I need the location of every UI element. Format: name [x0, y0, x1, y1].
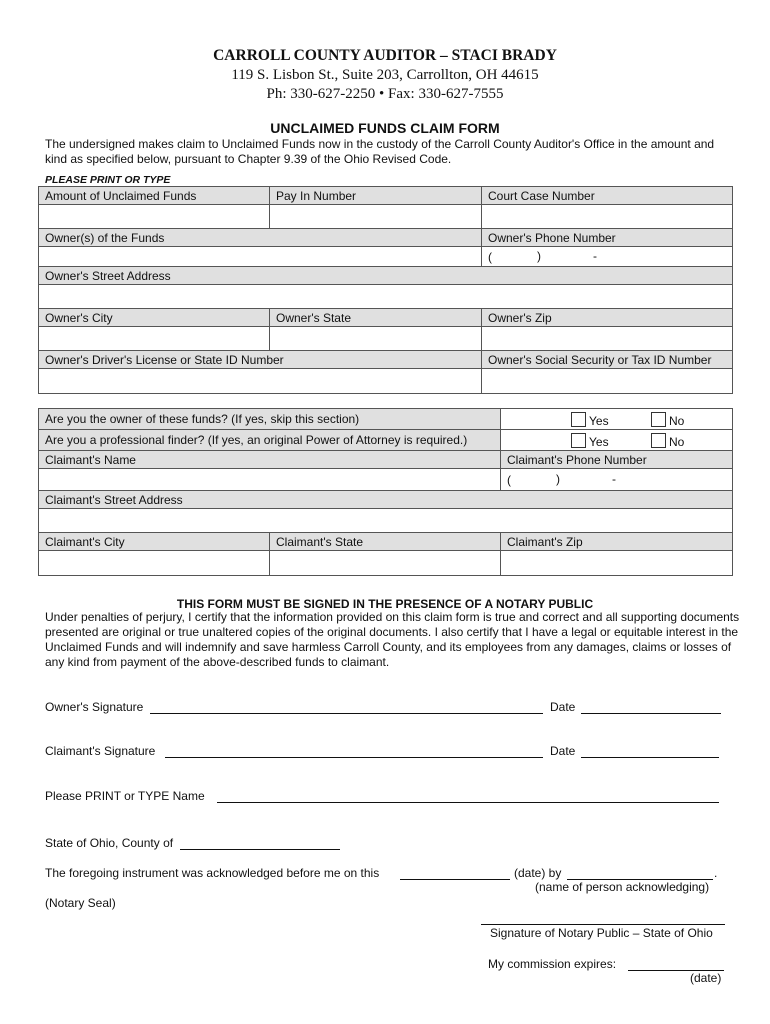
- owner-city-label: Owner's City: [39, 309, 270, 327]
- claimant-name-label: Claimant's Name: [39, 451, 501, 469]
- print-note: PLEASE PRINT OR TYPE: [45, 174, 171, 186]
- owner-yes-label: Yes: [589, 414, 609, 428]
- claimant-name-field[interactable]: [39, 469, 501, 491]
- owner-no-label: No: [669, 414, 685, 428]
- claimant-street-label: Claimant's Street Address: [39, 491, 733, 509]
- finder-question: Are you a professional finder? (If yes, an original Power of Attorney is required.): [39, 430, 501, 451]
- owner-phone-close: ): [537, 249, 541, 263]
- claimant-phone-close: ): [556, 472, 560, 486]
- pay-in-field[interactable]: [270, 205, 482, 229]
- owner-zip-label: Owner's Zip: [482, 309, 733, 327]
- owner-zip-field[interactable]: [482, 327, 733, 351]
- claimant-city-label: Claimant's City: [39, 533, 270, 551]
- notary-signature-label: Signature of Notary Public – State of Ohio: [490, 926, 713, 940]
- owner-state-field[interactable]: [270, 327, 482, 351]
- state-county-label: State of Ohio, County of: [45, 836, 174, 850]
- owner-info-table: [38, 186, 733, 394]
- commission-label: My commission expires:: [488, 957, 617, 971]
- owner-date-label: Date: [550, 700, 576, 714]
- office-address: 119 S. Lisbon St., Suite 203, Carrollton, OH 44615: [231, 67, 539, 83]
- owner-question-options: [501, 409, 733, 430]
- finder-no-option[interactable]: [651, 433, 684, 449]
- notary-seal-label: (Notary Seal): [45, 896, 116, 910]
- acknowledged-period: .: [714, 866, 718, 880]
- amount-field[interactable]: [39, 205, 270, 229]
- claimant-phone-open: (: [507, 472, 511, 487]
- finder-question-options: [501, 430, 733, 451]
- owner-no-option[interactable]: [651, 412, 684, 428]
- owner-yes-option[interactable]: [571, 412, 609, 428]
- owner-question: Are you the owner of these funds? (If yes, skip this section): [39, 409, 501, 430]
- owner-yes-checkbox[interactable]: [571, 412, 586, 427]
- amount-label: Amount of Unclaimed Funds: [39, 187, 270, 205]
- date-by-text: (date) by: [514, 866, 562, 880]
- owner-street-field[interactable]: [39, 285, 733, 309]
- claimant-signature-line[interactable]: [165, 757, 543, 758]
- claimant-state-label: Claimant's State: [270, 533, 501, 551]
- owner-street-label: Owner's Street Address: [39, 267, 733, 285]
- person-note: (name of person acknowledging): [535, 880, 710, 894]
- owner-ssn-label: Owner's Social Security or Tax ID Number: [482, 351, 733, 369]
- owner-ssn-field[interactable]: [482, 369, 733, 394]
- owners-label: Owner(s) of the Funds: [39, 229, 482, 247]
- owner-phone-open: (: [488, 249, 492, 264]
- owner-state-label: Owner's State: [270, 309, 482, 327]
- finder-yes-label: Yes: [589, 435, 609, 449]
- commission-date-note: (date): [690, 971, 722, 985]
- claimant-zip-field[interactable]: [501, 551, 733, 576]
- claimant-zip-label: Claimant's Zip: [501, 533, 733, 551]
- intro-text: The undersigned makes claim to Unclaimed Funds now in the custody of the Carroll County Auditor's Office in the amount and kind as specified below, pursuant to Chapter 9.39 of the Ohio Revised Code.: [45, 137, 715, 166]
- finder-yes-option[interactable]: [571, 433, 609, 449]
- acknowledged-date-line[interactable]: [400, 879, 510, 880]
- claimant-phone-field[interactable]: [501, 469, 733, 491]
- owner-signature-line[interactable]: [150, 713, 543, 714]
- finder-no-label: No: [669, 435, 685, 449]
- print-name-line[interactable]: [217, 802, 719, 803]
- owner-phone-field[interactable]: [482, 247, 733, 267]
- claimant-signature-label: Claimant's Signature: [45, 744, 156, 758]
- notary-heading: THIS FORM MUST BE SIGNED IN THE PRESENCE OF A NOTARY PUBLIC: [176, 597, 594, 611]
- claimant-city-field[interactable]: [39, 551, 270, 576]
- claimant-state-field[interactable]: [270, 551, 501, 576]
- finder-no-checkbox[interactable]: [651, 433, 666, 448]
- print-name-label: Please PRINT or TYPE Name: [45, 789, 205, 803]
- claimant-info-table: [38, 408, 733, 576]
- owner-license-field[interactable]: [39, 369, 482, 394]
- claimant-street-field[interactable]: [39, 509, 733, 533]
- owner-phone-dash: -: [593, 249, 597, 263]
- owner-date-line[interactable]: [581, 713, 721, 714]
- certification-text: Under penalties of perjury, I certify that the information provided on this claim form is true and correct and all supporting documents presented are original or true unaltered copies of the original documents. I also certify that I have a legal or equitable interest in the Unclaimed Funds and will indemnify and save harmless Carroll County, and its employees from any damages, claims or losses of any kind from payment of the above-described funds to claimant.: [45, 610, 740, 669]
- claimant-phone-label: Claimant's Phone Number: [501, 451, 733, 469]
- office-contact: Ph: 330-627-2250 • Fax: 330-627-7555: [266, 86, 504, 102]
- county-line[interactable]: [180, 849, 340, 850]
- office-heading: CARROLL COUNTY AUDITOR – STACI BRADY: [213, 47, 557, 64]
- owner-license-label: Owner's Driver's License or State ID Number: [39, 351, 482, 369]
- owners-field[interactable]: [39, 247, 482, 267]
- pay-in-label: Pay In Number: [270, 187, 482, 205]
- owner-signature-label: Owner's Signature: [45, 700, 144, 714]
- claimant-phone-dash: -: [612, 472, 616, 486]
- owner-city-field[interactable]: [39, 327, 270, 351]
- owner-phone-label: Owner's Phone Number: [482, 229, 733, 247]
- owner-no-checkbox[interactable]: [651, 412, 666, 427]
- finder-yes-checkbox[interactable]: [571, 433, 586, 448]
- acknowledged-text: The foregoing instrument was acknowledged before me on this: [45, 866, 380, 880]
- form-title: UNCLAIMED FUNDS CLAIM FORM: [270, 120, 500, 136]
- claimant-date-label: Date: [550, 744, 576, 758]
- notary-signature-line[interactable]: [481, 924, 725, 925]
- claimant-date-line[interactable]: [581, 757, 719, 758]
- court-case-field[interactable]: [482, 205, 733, 229]
- court-case-label: Court Case Number: [482, 187, 733, 205]
